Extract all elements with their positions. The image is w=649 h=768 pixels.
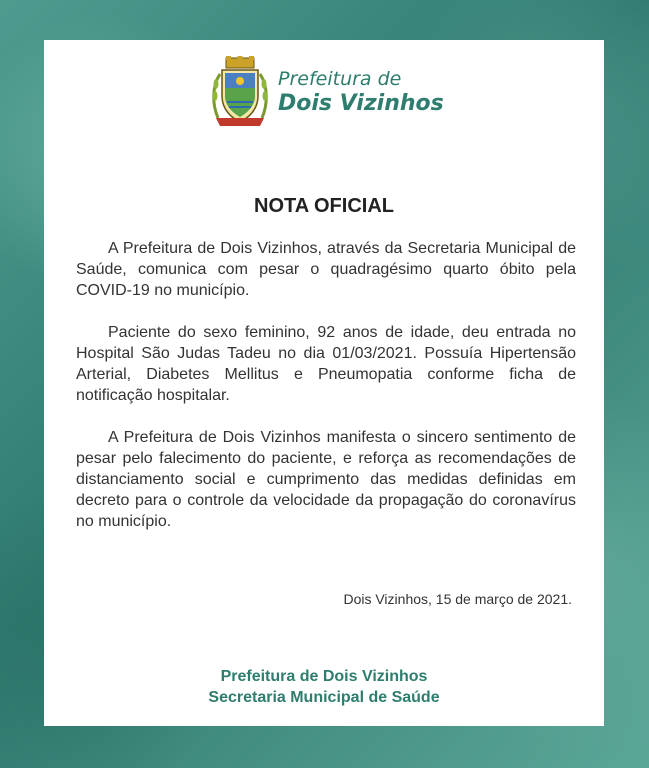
signature-prefeitura: Prefeitura de Dois Vizinhos: [220, 668, 428, 685]
coat-of-arms-icon: [210, 56, 270, 128]
note-body: [76, 238, 576, 553]
official-note-card: [44, 40, 604, 726]
note-date: Dois Vizinhos, 15 de março de 2021.: [343, 591, 572, 607]
paragraph-condolences: A Prefeitura de Dois Vizinhos manifesta o sincero sentimento de pesar pelo falecimento do paciente, e reforça as recomendações de distanciamento social e cumprimento das medidas definidas em decreto para o controle da velocidade da propagação do coronavírus no município.: [76, 429, 576, 530]
note-title: NOTA OFICIAL: [254, 195, 394, 217]
signature-secretaria: Secretaria Municipal de Saúde: [208, 689, 440, 706]
signature-block: [44, 666, 604, 708]
paragraph-patient-details: Paciente do sexo feminino, 92 anos de idade, deu entrada no Hospital São Judas Tadeu no dia 01/03/2021. Possuía Hipertensão Arterial, Diabetes Mellitus e Pneumopatia conforme ficha de notificação hospitalar.: [76, 324, 576, 404]
logo-line-city: Dois Vizinhos: [278, 91, 444, 116]
municipality-logo: [210, 56, 450, 128]
logo-line-prefeitura: Prefeitura de: [278, 68, 402, 90]
logo-wordmark: [278, 70, 444, 115]
paragraph-announcement: A Prefeitura de Dois Vizinhos, através da Secretaria Municipal de Saúde, comunica com pesar o quadragésimo quarto óbito pela COVID-19 no município.: [76, 240, 576, 299]
